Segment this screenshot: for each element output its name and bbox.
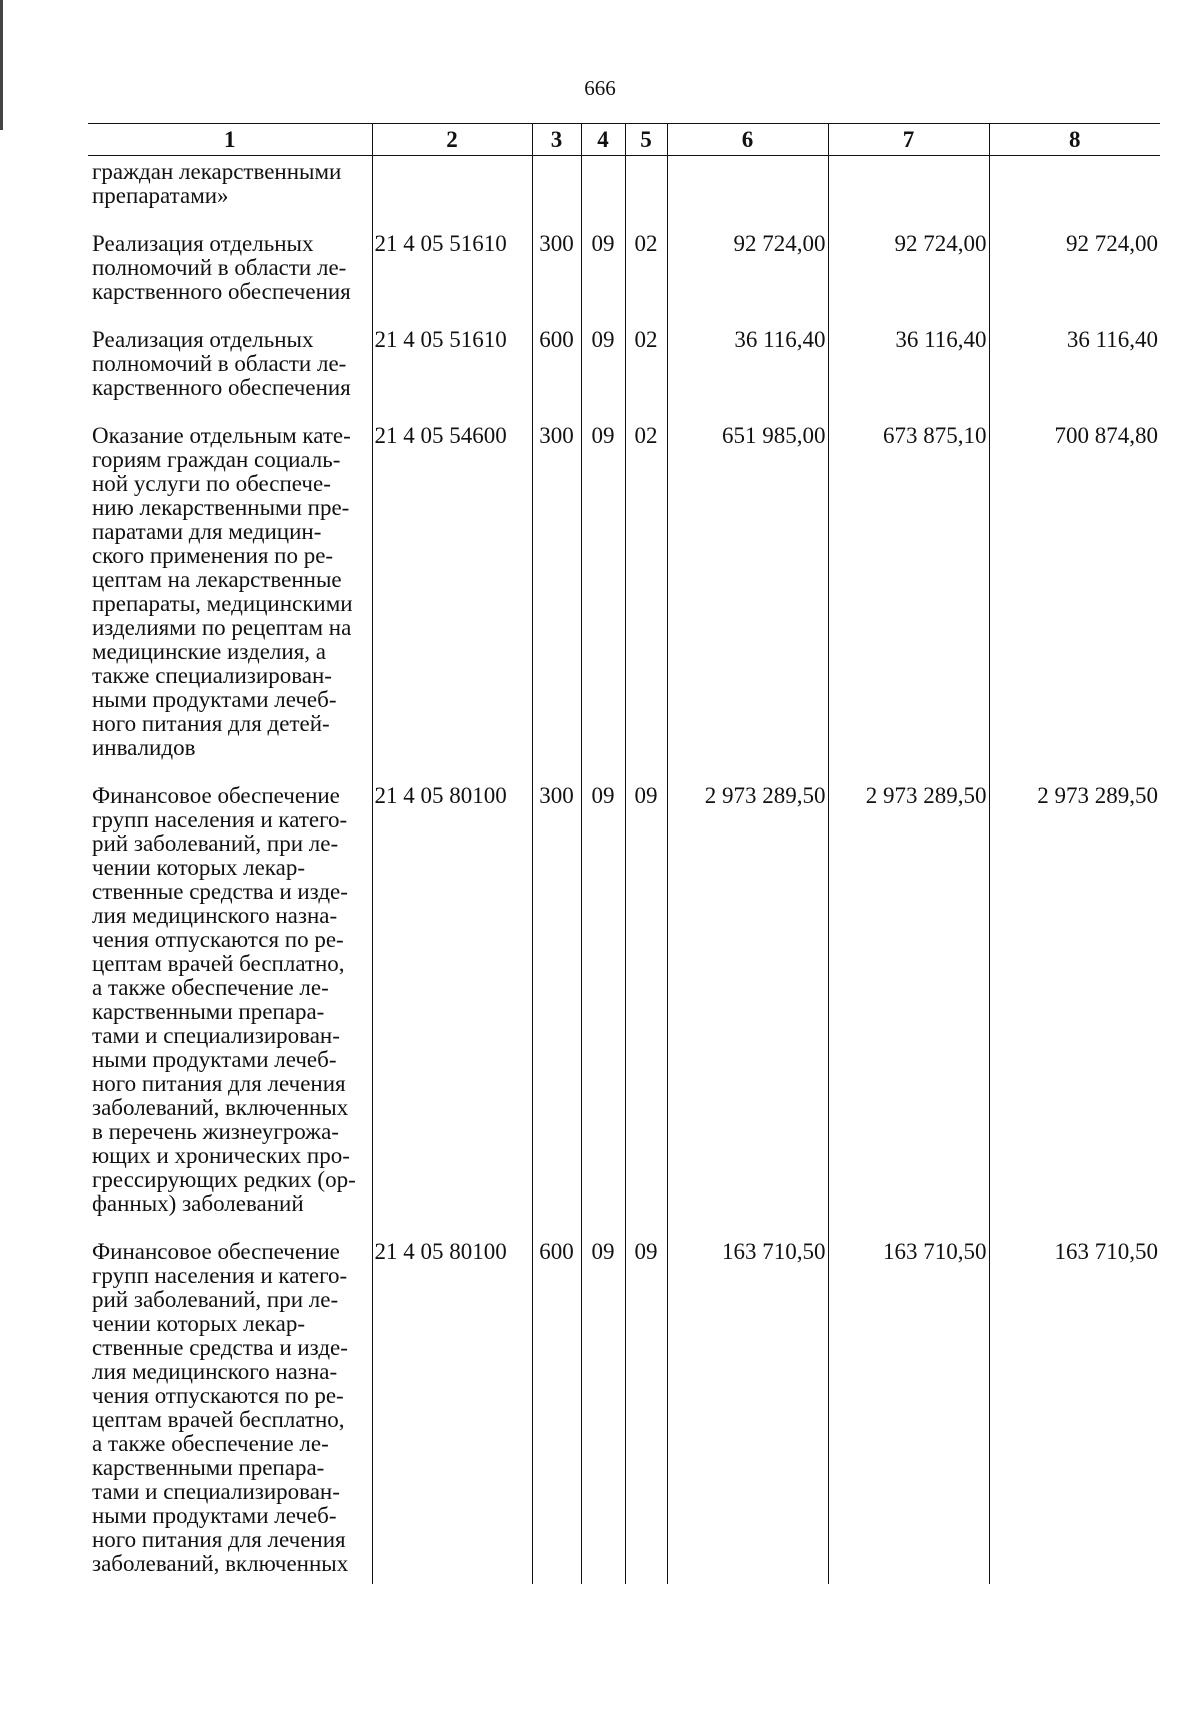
item-name-line: Оказание отдельным кате- (92, 423, 351, 448)
item-name-cell (88, 780, 372, 1236)
budget-code-cell: 21 4 05 51610 (372, 324, 532, 420)
section-cell (581, 156, 625, 229)
item-name-line: паратами для медицин- (92, 519, 322, 544)
item-name-line: карственными препара- (92, 999, 325, 1024)
subsection-cell: 02 (625, 420, 667, 780)
subsection-cell: 09 (625, 1236, 667, 1584)
amount-col7-cell: 36 116,40 (828, 324, 989, 420)
item-name-line: фанных) заболеваний (92, 1191, 304, 1216)
item-name-line: Финансовое обеспечение (92, 783, 340, 808)
amount-col6-cell: 92 724,00 (667, 228, 828, 324)
item-name-line: рий заболеваний, при ле- (92, 1287, 339, 1312)
amount-col6-cell: 2 973 289,50 (667, 780, 828, 1236)
amount-col8-cell: 36 116,40 (989, 324, 1160, 420)
column-header-1: 1 (88, 124, 372, 156)
item-name-line: карственного обеспечения (92, 279, 351, 304)
subsection-cell: 02 (625, 228, 667, 324)
item-name-line: лия медицинского назна- (92, 903, 338, 928)
item-name-line: ными продуктами лечеб- (92, 687, 337, 712)
item-name-cell (88, 324, 372, 420)
amount-col6-cell: 36 116,40 (667, 324, 828, 420)
item-name-line: ского применения по ре- (92, 543, 334, 568)
item-name-line: ственные средства и изде- (92, 1335, 348, 1360)
item-name-line: медицинские изделия, а (92, 639, 327, 664)
item-name-line: ными продуктами лечеб- (92, 1047, 337, 1072)
amount-col8-cell: 700 874,80 (989, 420, 1160, 780)
item-name-line: чения отпускаются по ре- (92, 1383, 344, 1408)
item-name-line: ного питания для лечения (92, 1527, 346, 1552)
amount-col7-cell: 92 724,00 (828, 228, 989, 324)
amount-col7-cell: 673 875,10 (828, 420, 989, 780)
expense-type-cell: 600 (532, 324, 581, 420)
amount-col8-cell: 163 710,50 (989, 1236, 1160, 1584)
expense-type-cell: 300 (532, 780, 581, 1236)
item-name-line: ной услуги по обеспече- (92, 471, 331, 496)
item-name-line: препаратами» (92, 183, 229, 208)
amount-col8-cell: 92 724,00 (989, 228, 1160, 324)
expense-type-cell: 600 (532, 1236, 581, 1584)
budget-code-cell: 21 4 05 80100 (372, 1236, 532, 1584)
amount-col6-cell: 163 710,50 (667, 1236, 828, 1584)
amount-col8-cell: 2 973 289,50 (989, 780, 1160, 1236)
column-header-6: 6 (667, 124, 828, 156)
table-row (88, 420, 1160, 780)
item-name-line: цептам врачей бесплатно, (92, 1407, 345, 1432)
item-name-cell (88, 156, 372, 229)
item-name-line: заболеваний, включенных (92, 1551, 349, 1576)
table-body (88, 156, 1160, 1585)
header-row (88, 124, 1160, 156)
item-name-cell (88, 1236, 372, 1584)
item-name-line: карственными препара- (92, 1455, 325, 1480)
amount-col6-cell: 651 985,00 (667, 420, 828, 780)
table-row (88, 1236, 1160, 1584)
expense-type-cell (532, 156, 581, 229)
budget-code-cell: 21 4 05 51610 (372, 228, 532, 324)
item-name-line: инвалидов (92, 735, 196, 760)
column-header-5: 5 (625, 124, 667, 156)
item-name-cell (88, 228, 372, 324)
item-name-line: грессирующих редких (ор- (92, 1167, 356, 1192)
table-row (88, 324, 1160, 420)
item-name-line: ного питания для детей- (92, 711, 330, 736)
table-row (88, 228, 1160, 324)
expense-type-cell: 300 (532, 228, 581, 324)
budget-code-cell (372, 156, 532, 229)
item-name-line: гориям граждан социаль- (92, 447, 341, 472)
item-name-line: заболеваний, включенных (92, 1095, 349, 1120)
item-name-line: чении которых лекар- (92, 1311, 305, 1336)
item-name-line: нию лекарственными пре- (92, 495, 350, 520)
item-name-line: изделиями по рецептам на (92, 615, 352, 640)
item-name-line: также специализирован- (92, 663, 332, 688)
item-name-line: рий заболеваний, при ле- (92, 831, 339, 856)
amount-col6-cell (667, 156, 828, 229)
subsection-cell: 09 (625, 780, 667, 1236)
item-name-line: групп населения и катего- (92, 807, 348, 832)
section-cell: 09 (581, 228, 625, 324)
item-name-line: в перечень жизнеугрожа- (92, 1119, 339, 1144)
expense-type-cell: 300 (532, 420, 581, 780)
amount-col7-cell (828, 156, 989, 229)
amount-col8-cell (989, 156, 1160, 229)
item-name-line: цептам врачей бесплатно, (92, 951, 345, 976)
subsection-cell (625, 156, 667, 229)
item-name-line: ственные средства и изде- (92, 879, 348, 904)
item-name-line: полномочий в области ле- (92, 351, 347, 376)
item-name-line: цептам на лекарственные (92, 567, 342, 592)
item-name-line: тами и специализирован- (92, 1479, 340, 1504)
item-name-line: ными продуктами лечеб- (92, 1503, 337, 1528)
subsection-cell: 02 (625, 324, 667, 420)
amount-col7-cell: 2 973 289,50 (828, 780, 989, 1236)
section-cell: 09 (581, 1236, 625, 1584)
section-cell: 09 (581, 420, 625, 780)
column-header-4: 4 (581, 124, 625, 156)
amount-col7-cell: 163 710,50 (828, 1236, 989, 1584)
item-name-line: граждан лекарственными (92, 159, 342, 184)
item-name-line: карственного обеспечения (92, 375, 351, 400)
item-name-line: а также обеспечение ле- (92, 1431, 329, 1456)
budget-code-cell: 21 4 05 54600 (372, 420, 532, 780)
item-name-line: чения отпускаются по ре- (92, 927, 344, 952)
budget-code-cell: 21 4 05 80100 (372, 780, 532, 1236)
column-header-7: 7 (828, 124, 989, 156)
item-name-line: а также обеспечение ле- (92, 975, 329, 1000)
item-name-line: ющих и хронических про- (92, 1143, 350, 1168)
item-name-line: препараты, медицинскими (92, 591, 353, 616)
section-cell: 09 (581, 780, 625, 1236)
item-name-line: тами и специализирован- (92, 1023, 340, 1048)
item-name-line: чении которых лекар- (92, 855, 305, 880)
page-number: 666 (584, 76, 616, 100)
item-name-line: Реализация отдельных (92, 231, 314, 256)
table-row (88, 156, 1160, 229)
item-name-line: ного питания для лечения (92, 1071, 346, 1096)
section-cell: 09 (581, 324, 625, 420)
column-header-2: 2 (372, 124, 532, 156)
item-name-line: Реализация отдельных (92, 327, 314, 352)
item-name-line: полномочий в области ле- (92, 255, 347, 280)
table-row (88, 780, 1160, 1236)
item-name-cell (88, 420, 372, 780)
column-header-8: 8 (989, 124, 1160, 156)
item-name-line: лия медицинского назна- (92, 1359, 338, 1384)
budget-table (88, 123, 1160, 1584)
scan-edge-mark (0, 0, 3, 130)
item-name-line: Финансовое обеспечение (92, 1239, 340, 1264)
item-name-line: групп населения и катего- (92, 1263, 348, 1288)
column-header-3: 3 (532, 124, 581, 156)
